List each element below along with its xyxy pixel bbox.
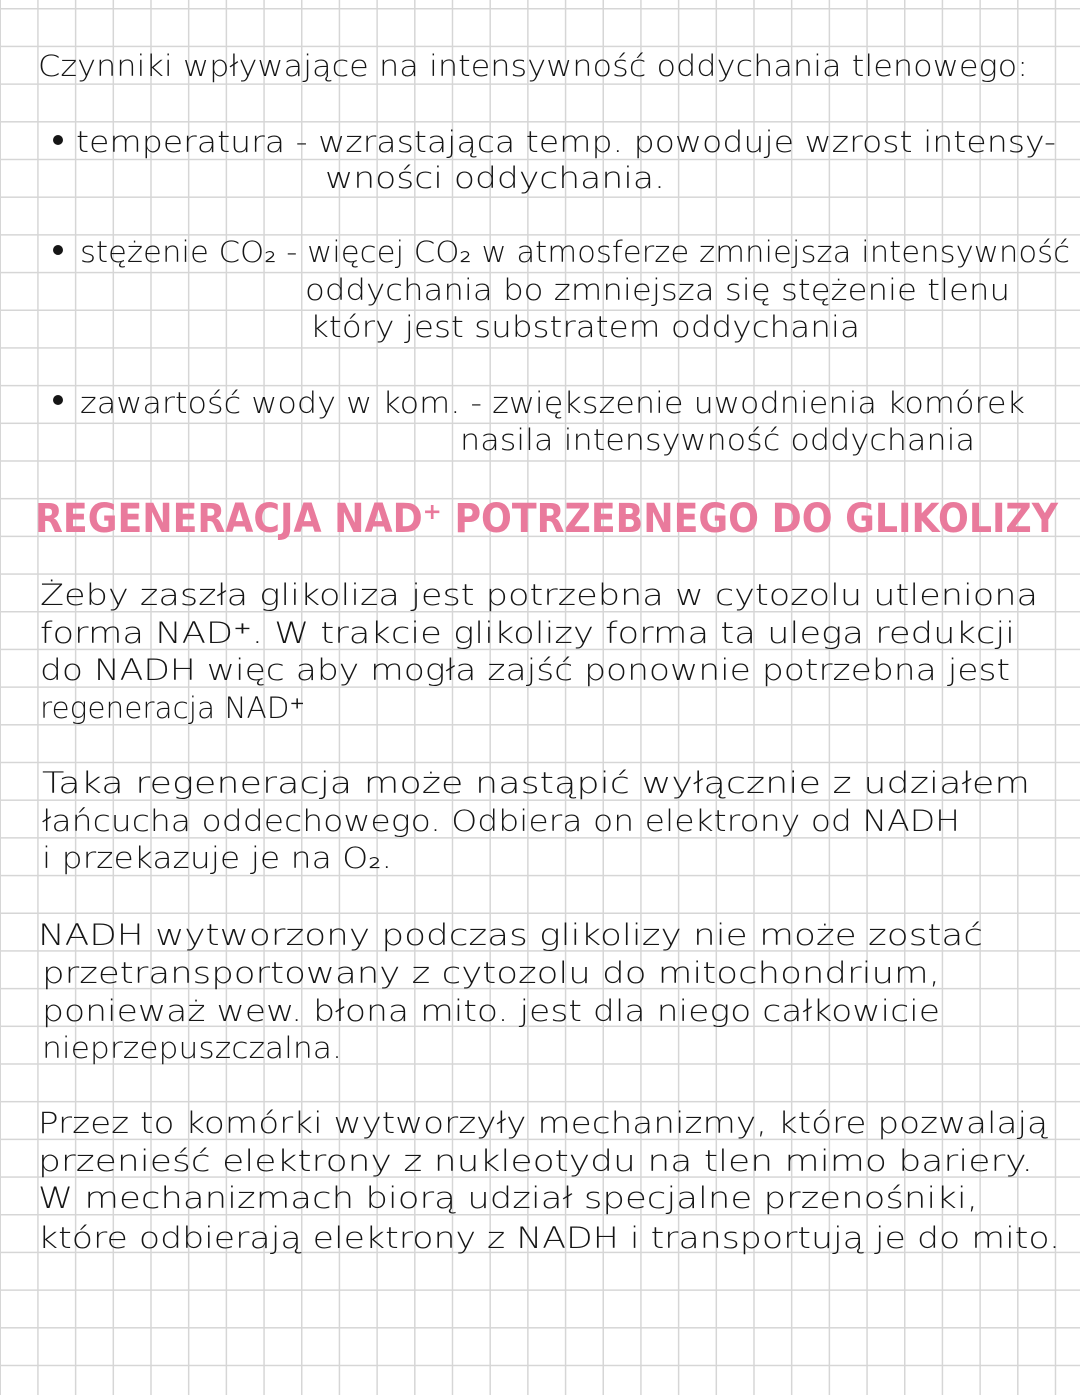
paragraph-line: Przez to komórki wytworzyły mechanizmy, które pozwalają	[38, 1106, 1049, 1140]
factor-co2-cont: który jest substratem oddychania	[310, 310, 860, 344]
factor-water-cont: nasila intensywność oddychania	[460, 423, 975, 457]
paragraph-line: W mechanizmach biorą udział specjalne przenośniki,	[38, 1181, 979, 1215]
paragraph-line: NADH wytworzony podczas glikolizy nie może zostać	[38, 918, 983, 952]
paragraph-line: i przekazuje je na O₂.	[42, 841, 392, 875]
paragraph-line: łańcucha oddechowego. Odbiera on elektrony od NADH	[42, 804, 960, 838]
note-title: Czynniki wpływające na intensywność oddychania tlenowego:	[38, 49, 1028, 83]
bullet-icon	[53, 395, 63, 405]
paragraph-line: nieprzepuszczalna.	[42, 1031, 342, 1065]
paragraph-line: forma NAD⁺. W trakcie glikolizy forma ta ulega redukcji	[40, 616, 1015, 650]
paragraph-line: przenieść elektrony z nukleotydu na tlen mimo bariery.	[38, 1144, 1033, 1178]
factor-water: zawartość wody w kom. - zwiększenie uwodnienia komórek	[80, 386, 1025, 420]
paragraph-line: ponieważ wew. błona mito. jest dla niego całkowicie	[42, 994, 941, 1028]
paragraph-line: do NADH więc aby mogła zajść ponownie potrzebna jest	[40, 653, 1010, 687]
paragraph-line: Taka regeneracja może nastąpić wyłącznie z udziałem	[42, 766, 1030, 800]
factor-temperature-cont: wności oddychania.	[325, 161, 665, 195]
paragraph-line: przetransportowany z cytozolu do mitochondrium,	[42, 956, 940, 990]
paragraph-line: które odbierają elektrony z NADH i transportują je do mito.	[38, 1221, 1060, 1255]
factor-temperature: temperatura - wzrastająca temp. powoduje wzrost intensy-	[76, 125, 1056, 159]
section-heading: REGENERACJA NAD⁺ POTRZEBNEGO DO GLIKOLIZY	[35, 496, 1059, 542]
bullet-icon	[53, 245, 63, 255]
bullet-icon	[53, 135, 63, 145]
factor-co2: stężenie CO₂ - więcej CO₂ w atmosferze zmniejsza intensywność	[80, 235, 1070, 269]
paragraph-line: Żeby zaszła glikoliza jest potrzebna w cytozolu utleniona	[40, 578, 1038, 612]
factor-co2-cont: oddychania bo zmniejsza się stężenie tlenu	[305, 273, 1010, 307]
paragraph-line: regeneracja NAD⁺	[40, 691, 305, 725]
